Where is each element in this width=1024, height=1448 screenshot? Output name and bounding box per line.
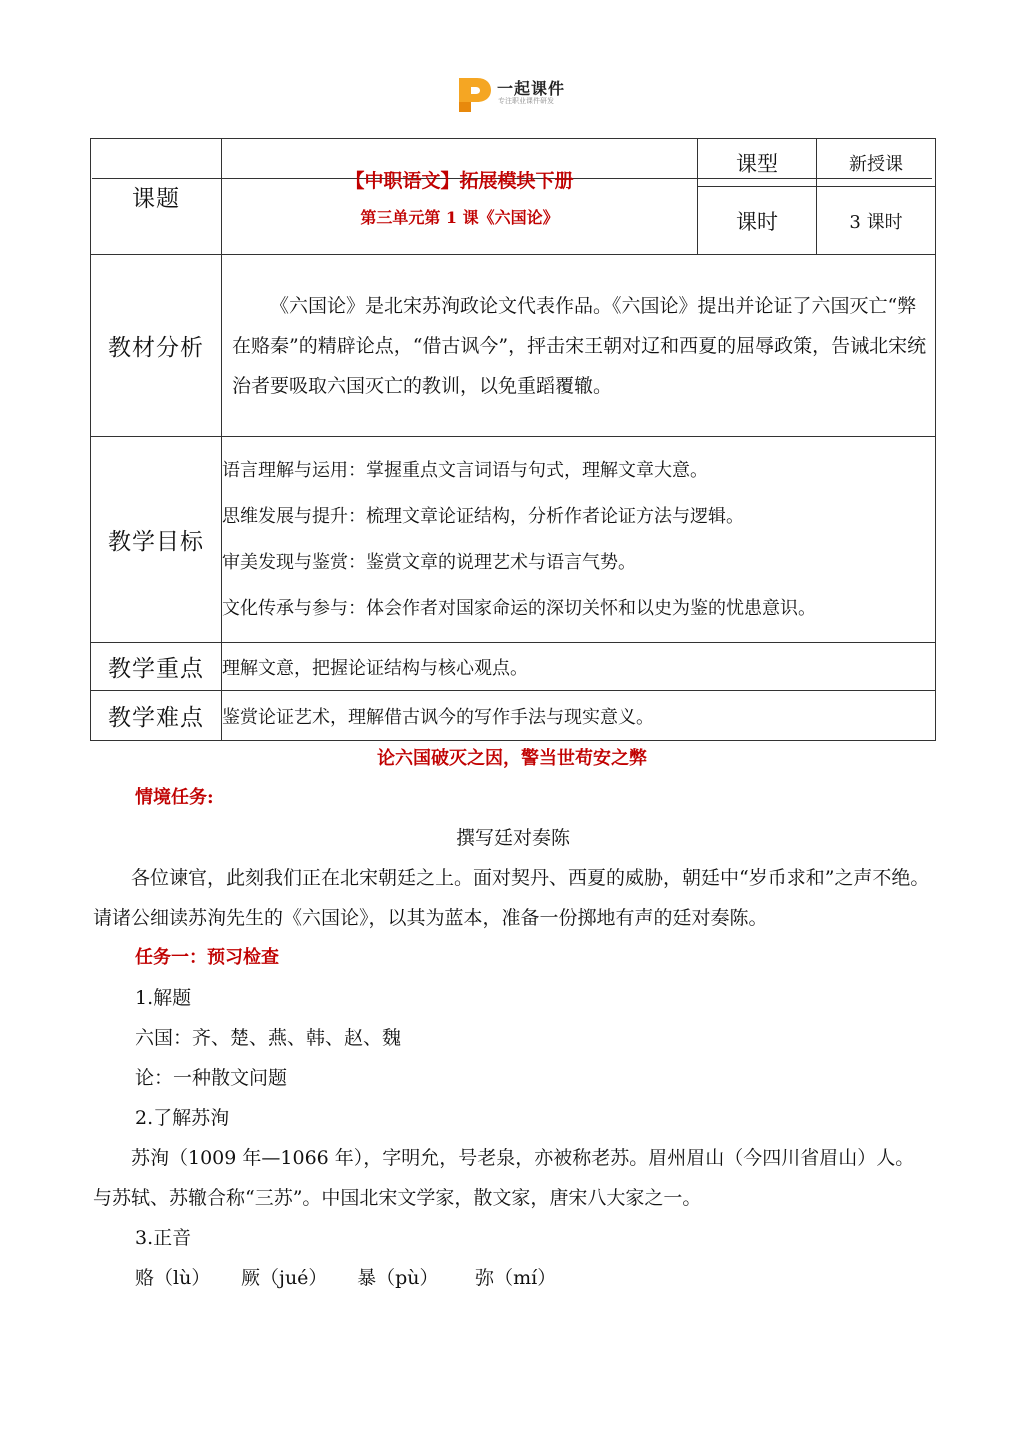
pronunciation-item: 赂（lù） bbox=[135, 1267, 211, 1289]
lesson-title-cell bbox=[222, 139, 698, 255]
goal-item: 审美发现与鉴赏：鉴赏文章的说理艺术与语言气势。 bbox=[222, 551, 636, 573]
key-points-text: 理解文意，把握论证结构与核心观点。 bbox=[222, 643, 936, 691]
pronunciation-item: 厥（jué） bbox=[241, 1267, 328, 1289]
section-title: 论六国破灭之因，警当世苟安之弊 bbox=[377, 748, 647, 769]
difficulty-text: 鉴赏论证艺术，理解借古讽今的写作手法与现实意义。 bbox=[222, 691, 936, 741]
lesson-title-sub: 第三单元第 1 课《六国论》 bbox=[360, 207, 559, 227]
goals-label: 教学目标 bbox=[91, 437, 222, 643]
item-2-heading: 2.了解苏洵 bbox=[135, 1107, 230, 1129]
analysis-cell bbox=[222, 255, 936, 437]
goal-item: 文化传承与参与：体会作者对国家命运的深切关怀和以史为鉴的忧患意识。 bbox=[222, 597, 816, 619]
scenario-heading: 情境任务: bbox=[135, 787, 214, 808]
brand-tagline: 专注职业课件研发 bbox=[498, 97, 554, 105]
lesson-hours-label: 课时 bbox=[698, 187, 817, 255]
analysis-text: 《六国论》是北宋苏洵政论文代表作品。《六国论》提出并论证了六国灭亡“弊在赂秦”的精辟论点，“借古讽今”，抨击宋王朝对辽和西夏的屈辱政策，告诫北宋统治者要吸取六国灭亡的教训，以免重蹈覆辙。 bbox=[232, 294, 927, 397]
brand-name: 一起课件 bbox=[497, 79, 566, 98]
brand-logo-icon bbox=[455, 74, 495, 116]
goal-item: 思维发展与提升：梳理文章论证结构，分析作者论证方法与逻辑。 bbox=[222, 505, 744, 527]
task1-heading: 任务一：预习检查 bbox=[135, 947, 279, 968]
six-states-line: 六国：齐、楚、燕、韩、赵、魏 bbox=[135, 1027, 402, 1049]
pronunciation-item: 弥（mí） bbox=[475, 1267, 557, 1289]
pronunciation-item: 暴（pù） bbox=[357, 1267, 439, 1289]
scenario-block bbox=[93, 778, 933, 1298]
key-points-label: 教学重点 bbox=[91, 643, 222, 691]
item-1-heading: 1.解题 bbox=[135, 987, 192, 1009]
scenario-text: 各位谏官，此刻我们正在北宋朝廷之上。面对契丹、西夏的威胁，朝廷中“岁币求和”之声不绝。请诸公细读苏洵先生的《六国论》，以其为蓝本，准备一份掷地有声的廷对奏陈。 bbox=[93, 867, 930, 929]
goals-cell bbox=[222, 437, 936, 643]
goal-item: 语言理解与运用：掌握重点文言词语与句式，理解文章大意。 bbox=[222, 459, 708, 481]
item-3-heading: 3.正音 bbox=[135, 1227, 192, 1249]
su-xun-bio: 苏洵（1009 年—1066 年），字明允，号老泉，亦被称老苏。眉州眉山（今四川省眉山）人。与苏轼、苏辙合称“三苏”。中国北宋文学家，散文家，唐宋八大家之一。 bbox=[93, 1147, 915, 1209]
analysis-label: 教材分析 bbox=[91, 255, 222, 437]
scenario-title: 撰写廷对奏陈 bbox=[455, 827, 570, 849]
topic-label: 课题 bbox=[91, 139, 222, 255]
lesson-plan-table bbox=[90, 138, 936, 741]
lesson-title-main: 【中职语文】拓展模块下册 bbox=[345, 169, 574, 192]
pronunciation-list bbox=[93, 1258, 933, 1298]
lesson-type-label: 课型 bbox=[698, 139, 817, 187]
lesson-hours-value: 3 课时 bbox=[817, 187, 936, 255]
lun-definition: 论：一种散文问题 bbox=[135, 1067, 288, 1089]
difficulty-label: 教学难点 bbox=[91, 691, 222, 741]
lesson-type-value: 新授课 bbox=[817, 139, 936, 187]
page-header bbox=[0, 66, 1024, 116]
